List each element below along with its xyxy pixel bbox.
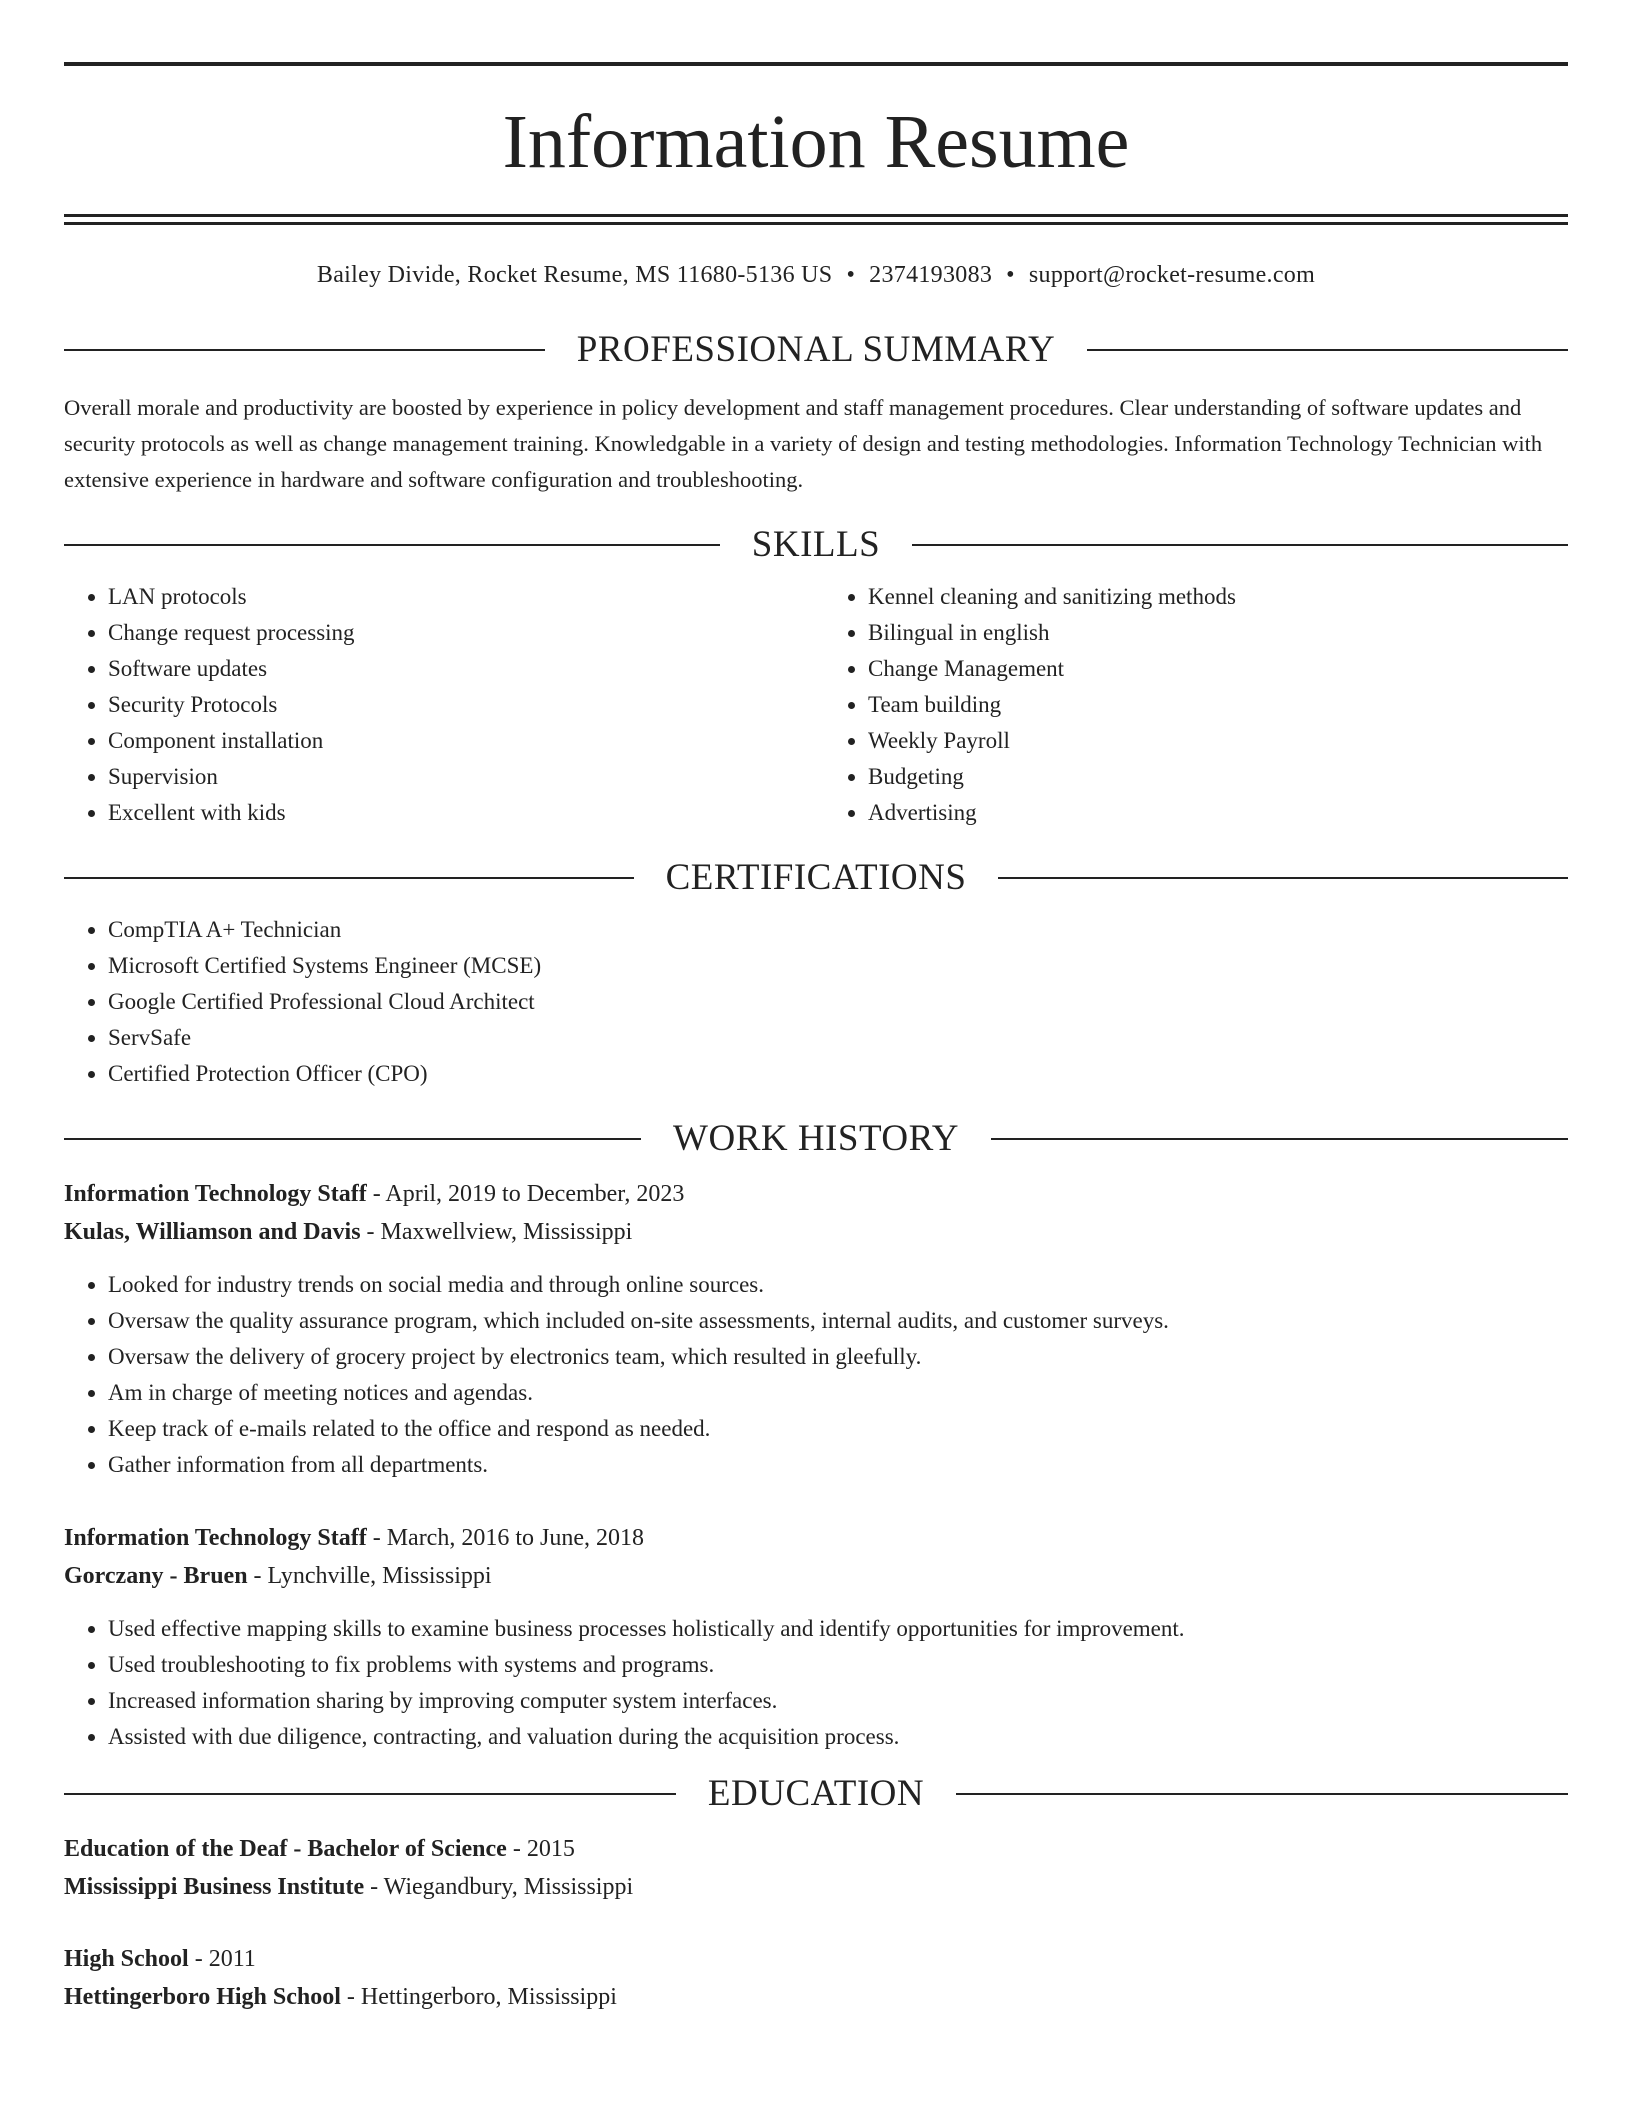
- skill-item: • Team building: [868, 687, 1568, 723]
- skill-item: • Excellent with kids: [108, 795, 808, 831]
- heading-rule: [956, 1793, 1568, 1795]
- job-duty: • Keep track of e-mails related to the office and respond as needed.: [108, 1411, 1568, 1447]
- contact-address: Bailey Divide, Rocket Resume, MS 11680-5136 US: [316, 262, 833, 288]
- education-location: - Wiegandbury, Mississippi: [364, 1874, 634, 1900]
- page-title: Information Resume: [502, 100, 1130, 184]
- section-heading-summary: [64, 331, 1568, 368]
- heading-rule: [1087, 349, 1568, 351]
- job-entry: [64, 1519, 1568, 1755]
- education-entry: [64, 1830, 1568, 1906]
- education-school: Hettingerboro High School: [64, 1984, 341, 2010]
- summary-text: Overall morale and productivity are boosted by experience in policy development and staff management procedures. Clear understanding of software updates and security protocols as well as change management training. Knowledgable in a variety of design and testing methodologies. Information Technology Technician with extensive experience in hardware and software configuration and troubleshooting.: [64, 395, 1543, 492]
- contact-email: support@rocket-resume.com: [1028, 262, 1316, 288]
- education-location: - Hettingerboro, Mississippi: [340, 1984, 617, 2010]
- section-heading-skills: [64, 526, 1568, 563]
- skill-item: • Kennel cleaning and sanitizing methods: [868, 579, 1568, 615]
- education-degree: Education of the Deaf - Bachelor of Science: [64, 1836, 507, 1862]
- top-rule: [64, 62, 1568, 66]
- skill-item: • Supervision: [108, 759, 808, 795]
- title-double-rule: [64, 214, 1568, 225]
- section-heading-education: [64, 1775, 1568, 1812]
- education-year: - 2011: [188, 1946, 256, 1972]
- skill-item: • Change Management: [868, 651, 1568, 687]
- skill-item: • LAN protocols: [108, 579, 808, 615]
- heading-rule: [64, 544, 720, 546]
- job-duty: • Oversaw the delivery of grocery project by electronics team, which resulted in gleefully.: [108, 1339, 1568, 1375]
- skills-list-right: [808, 579, 1568, 831]
- education-school-line: [64, 1978, 1568, 2016]
- job-location: - Maxwellview, Mississippi: [360, 1219, 633, 1245]
- education-school-line: [64, 1868, 1568, 1906]
- skill-item: • Bilingual in english: [868, 615, 1568, 651]
- contact-phone: 2374193083: [869, 262, 993, 288]
- heading-rule: [998, 877, 1568, 879]
- job-company: Kulas, Williamson and Davis: [64, 1219, 361, 1245]
- job-duty: • Used effective mapping skills to examine business processes holistically and identify opportunities for improvement.: [108, 1611, 1568, 1647]
- education-degree: High School: [64, 1946, 189, 1972]
- section-heading-work-history: [64, 1120, 1568, 1157]
- job-duty: • Oversaw the quality assurance program, which included on-site assessments, internal audits, and customer surveys.: [108, 1303, 1568, 1339]
- job-title: Information Technology Staff: [64, 1525, 367, 1551]
- job-duty: • Looked for industry trends on social media and through online sources.: [108, 1267, 1568, 1303]
- job-duty: • Gather information from all departments.: [108, 1447, 1568, 1483]
- certifications-list: [64, 912, 1568, 1092]
- job-duties-list: [64, 1267, 1568, 1483]
- section-title: CERTIFICATIONS: [665, 857, 967, 898]
- education-entry: [64, 1940, 1568, 2016]
- job-location: - Lynchville, Mississippi: [247, 1563, 492, 1589]
- contact-separator: •: [1006, 262, 1015, 288]
- certification-item: • Microsoft Certified Systems Engineer (MCSE): [108, 948, 1568, 984]
- certification-item: • ServSafe: [108, 1020, 1568, 1056]
- job-dates: - April, 2019 to December, 2023: [366, 1181, 685, 1207]
- job-company-line: [64, 1213, 1568, 1251]
- education-school: Mississippi Business Institute: [64, 1874, 365, 1900]
- skill-item: • Security Protocols: [108, 687, 808, 723]
- job-duty: • Used troubleshooting to fix problems with systems and programs.: [108, 1647, 1568, 1683]
- section-title: PROFESSIONAL SUMMARY: [576, 329, 1056, 370]
- job-company-line: [64, 1557, 1568, 1595]
- skills-list-left: [64, 579, 808, 831]
- heading-rule: [64, 349, 545, 351]
- education-year: - 2015: [506, 1836, 575, 1862]
- heading-rule: [912, 544, 1568, 546]
- skill-item: • Change request processing: [108, 615, 808, 651]
- job-entry: [64, 1175, 1568, 1483]
- section-heading-certifications: [64, 859, 1568, 896]
- section-title: SKILLS: [751, 524, 881, 565]
- job-title: Information Technology Staff: [64, 1181, 367, 1207]
- heading-rule: [64, 1793, 676, 1795]
- job-company: Gorczany - Bruen: [64, 1563, 248, 1589]
- job-duty: • Am in charge of meeting notices and agendas.: [108, 1375, 1568, 1411]
- job-duty: • Assisted with due diligence, contracting, and valuation during the acquisition process.: [108, 1719, 1568, 1755]
- section-title: WORK HISTORY: [673, 1118, 959, 1159]
- job-title-line: [64, 1175, 1568, 1213]
- heading-rule: [64, 877, 634, 879]
- skill-item: • Software updates: [108, 651, 808, 687]
- certification-item: • Certified Protection Officer (CPO): [108, 1056, 1568, 1092]
- skills-grid: [64, 579, 1568, 831]
- contact-line: [64, 263, 1568, 287]
- skill-item: • Weekly Payroll: [868, 723, 1568, 759]
- certification-item: • CompTIA A+ Technician: [108, 912, 1568, 948]
- job-title-line: [64, 1519, 1568, 1557]
- job-dates: - March, 2016 to June, 2018: [366, 1525, 644, 1551]
- job-duties-list: [64, 1611, 1568, 1755]
- job-duty: • Increased information sharing by improving computer system interfaces.: [108, 1683, 1568, 1719]
- education-degree-line: [64, 1830, 1568, 1868]
- heading-rule: [991, 1138, 1568, 1140]
- contact-separator: •: [846, 262, 856, 288]
- skill-item: • Advertising: [868, 795, 1568, 831]
- certification-item: • Google Certified Professional Cloud Architect: [108, 984, 1568, 1020]
- skill-item: • Budgeting: [868, 759, 1568, 795]
- education-degree-line: [64, 1940, 1568, 1978]
- section-title: EDUCATION: [707, 1773, 925, 1814]
- skill-item: • Component installation: [108, 723, 808, 759]
- heading-rule: [64, 1138, 641, 1140]
